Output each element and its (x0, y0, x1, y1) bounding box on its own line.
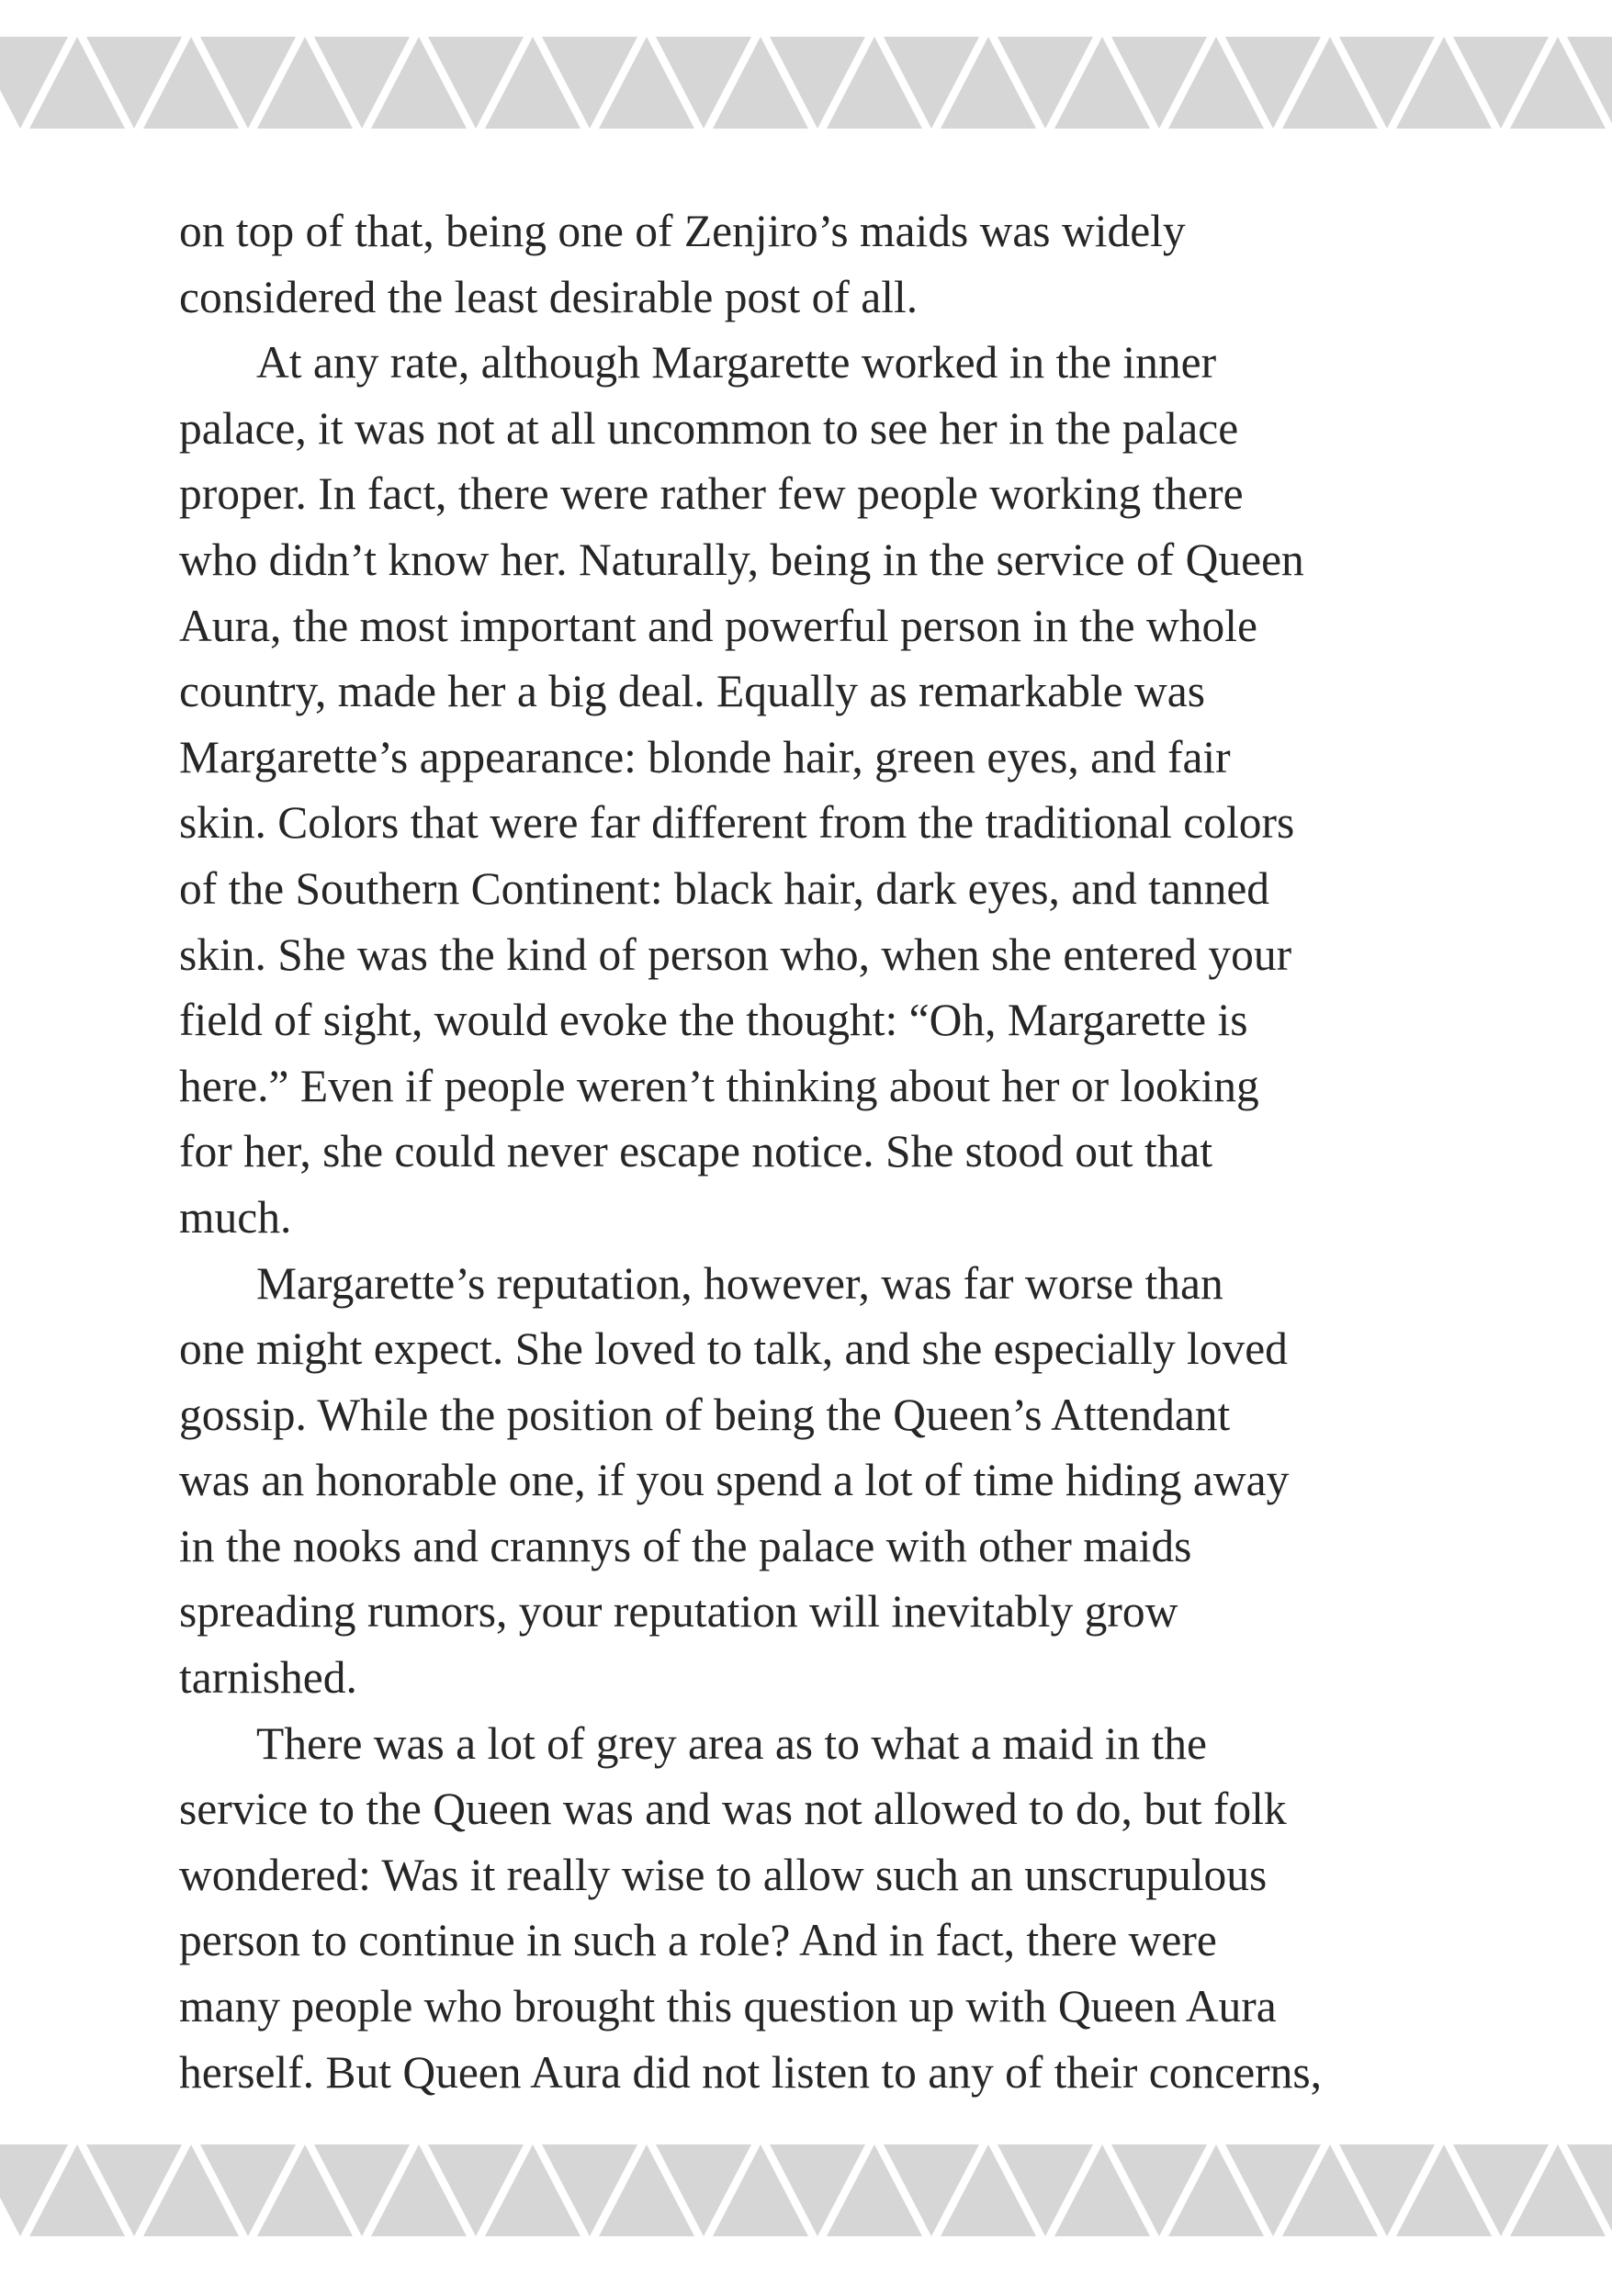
paragraph-line: Margarette’s appearance: blonde hair, green eyes, and fair (179, 731, 1231, 782)
paragraph-line: service to the Queen was and was not allowed to do, but folk (179, 1784, 1287, 1835)
paragraph-first-line: There was a lot of grey area as to what a maid in the (256, 1717, 1207, 1769)
paragraph-line: field of sight, would evoke the thought: “Oh, Margarette is (179, 995, 1248, 1046)
paragraph-line: was an honorable one, if you spend a lot of time hiding away (179, 1455, 1290, 1506)
paragraph-line: herself. But Queen Aura did not listen to any of their concerns, (179, 2046, 1323, 2098)
paragraph-line: spreading rumors, your reputation will inevitably grow (179, 1586, 1178, 1638)
paragraph-first-line: Margarette’s reputation, however, was far worse than (256, 1257, 1223, 1309)
paragraph-line: person to continue in such a role? And in fact, there were (179, 1915, 1217, 1966)
paragraph-line: many people who brought this question up with Queen Aura (179, 1981, 1277, 2032)
paragraph-line: for her, she could never escape notice. She stood out that (179, 1126, 1213, 1177)
paragraph-line: wondered: Was it really wise to allow such an unscrupulous (179, 1849, 1268, 1900)
paragraph-line: in the nooks and crannys of the palace with other maids (179, 1520, 1192, 1571)
top-triangle-border (0, 37, 1612, 147)
paragraph-first-line: At any rate, although Margarette worked in the inner (256, 337, 1217, 388)
paragraph-line: tarnished. (179, 1652, 357, 1704)
paragraph-line: considered the least desirable post of all. (179, 271, 919, 322)
paragraph-line: skin. Colors that were far different from the traditional colors (179, 797, 1295, 849)
triangle-pattern-icon (0, 2144, 1612, 2255)
paragraph-line: much. (179, 1191, 292, 1243)
paragraph-line: country, made her a big deal. Equally as remarkable was (179, 666, 1205, 717)
paragraph-line: proper. In fact, there were rather few people working there (179, 468, 1244, 520)
paragraph-line: Aura, the most important and powerful person in the whole (179, 600, 1257, 651)
bottom-triangle-border (0, 2144, 1612, 2255)
paragraph-line: who didn’t know her. Naturally, being in the service of Queen (179, 534, 1304, 585)
triangle-pattern-icon (0, 37, 1612, 147)
paragraph-line: one might expect. She loved to talk, and she especially loved (179, 1323, 1288, 1375)
paragraph-line: skin. She was the kind of person who, when she entered your (179, 929, 1292, 980)
paragraph-line: of the Southern Continent: black hair, dark eyes, and tanned (179, 862, 1270, 914)
paragraph-line: palace, it was not at all uncommon to see her in the palace (179, 402, 1239, 454)
paragraph-line: gossip. While the position of being the Queen’s Attendant (179, 1389, 1231, 1440)
body-text (179, 198, 1483, 2105)
paragraph-line: here.” Even if people weren’t thinking about her or looking (179, 1060, 1259, 1111)
paragraph-first-line: on top of that, being one of Zenjiro’s maids was widely (179, 206, 1186, 256)
